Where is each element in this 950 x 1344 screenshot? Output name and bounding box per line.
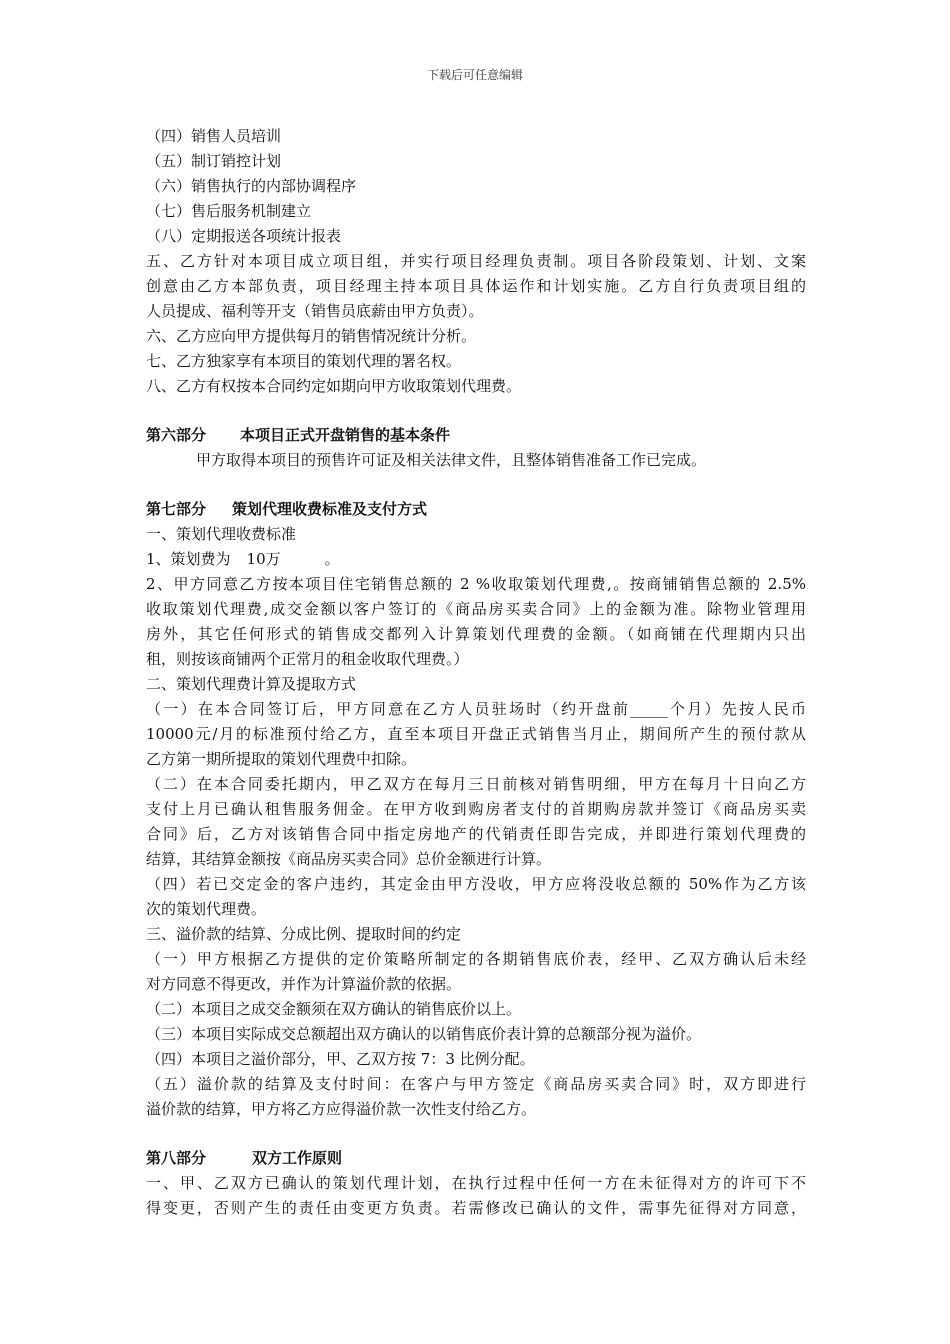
paragraph-line: 收取策划代理费,成交金额以客户签订的《商品房买卖合同》上的金额为准。除物业管理用 bbox=[146, 600, 806, 618]
paragraph-line: （五）溢价款的结算及支付时间：在客户与甲方签定《商品房买卖合同》时，双方即进行 bbox=[146, 1075, 806, 1093]
fee-label: 1、策划费为 bbox=[146, 550, 231, 568]
paragraph-line: 一、策划代理收费标准 bbox=[146, 525, 297, 543]
paragraph-line: 次的策划代理费。 bbox=[146, 900, 267, 918]
paragraph-line: 创意由乙方本部负责，项目经理主持本项目具体运作和计划实施。乙方自行负责项目组的 bbox=[146, 277, 806, 295]
section-title: 策划代理收费标准及支付方式 bbox=[232, 500, 428, 518]
section-title: 双方工作原则 bbox=[252, 1149, 343, 1167]
paragraph-line: 甲方取得本项目的预售许可证及相关法律文件，且整体销售准备工作已完成。 bbox=[196, 451, 707, 469]
list-item: （七）售后服务机制建立 bbox=[146, 202, 312, 220]
paragraph-line: （四）若已交定金的客户违约，其定金由甲方没收，甲方应将没收总额的 50%作为乙方该 bbox=[146, 875, 806, 893]
paragraph-line: 房外，其它任何形式的销售成交都列入计算策划代理费的金额。（如商铺在代理期内只出 bbox=[146, 625, 806, 643]
paragraph-line: 租，则按该商铺两个正常月的租金收取代理费。） bbox=[146, 650, 469, 668]
paragraph-line: 八、乙方有权按本合同约定如期向甲方收取策划代理费。 bbox=[146, 377, 522, 395]
paragraph-line: 六、乙方应向甲方提供每月的销售情况统计分析。 bbox=[146, 327, 477, 345]
paragraph-line: 七、乙方独家享有本项目的策划代理的署名权。 bbox=[146, 352, 462, 370]
list-item: （八）定期报送各项统计报表 bbox=[146, 227, 342, 245]
section-title: 本项目正式开盘销售的基本条件 bbox=[240, 426, 451, 444]
paragraph-line: 2、甲方同意乙方按本项目住宅销售总额的 2 %收取策划代理费,。按商铺销售总额的 2.5% bbox=[146, 575, 806, 593]
paragraph-line: 对方同意不得更改，并作为计算溢价款的依据。 bbox=[146, 975, 462, 993]
paragraph-line: 三、溢价款的结算、分成比例、提取时间的约定 bbox=[146, 925, 462, 943]
paragraph-line: 人员提成、福利等开支（销售员底薪由甲方负责）。 bbox=[146, 302, 484, 320]
spacer bbox=[146, 399, 806, 423]
fee-line bbox=[146, 547, 806, 572]
paragraph-line: （一）在本合同签订后，甲方同意在乙方人员驻场时（约开盘前_____个月）先按人民币 bbox=[146, 700, 806, 718]
list-item: （六）销售执行的内部协调程序 bbox=[146, 177, 357, 195]
paragraph-line: 10000元/月的标准预付给乙方，直至本项目开盘正式销售当月止，期间所产生的预付款从 bbox=[146, 725, 806, 743]
paragraph-line: 二、策划代理费计算及提取方式 bbox=[146, 675, 357, 693]
paragraph-line: 五、乙方针对本项目成立项目组，并实行项目经理负责制。项目各阶段策划、计划、文案 bbox=[146, 252, 806, 270]
spacer bbox=[146, 473, 806, 497]
section-heading-8 bbox=[146, 1146, 806, 1171]
paragraph-line: （一）甲方根据乙方提供的定价策略所制定的各期销售底价表，经甲、乙双方确认后未经 bbox=[146, 950, 806, 968]
spacer bbox=[146, 1122, 806, 1146]
paragraph-line: 支付上月已确认租售服务佣金。在甲方收到购房者支付的首期购房款并签订《商品房买卖 bbox=[146, 800, 806, 818]
paragraph-line: 结算，其结算金额按《商品房买卖合同》总价金额进行计算。 bbox=[146, 850, 552, 868]
section-number: 第七部分 bbox=[146, 500, 207, 518]
section-number: 第八部分 bbox=[146, 1149, 207, 1167]
paragraph-line: 溢价款的结算，甲方将乙方应得溢价款一次性支付给乙方。 bbox=[146, 1100, 537, 1118]
paragraph-line: （四）本项目之溢价部分，甲、乙双方按 7：3 比例分配。 bbox=[146, 1050, 535, 1068]
paragraph-line: 乙方第一期所提取的策划代理费中扣除。 bbox=[146, 750, 417, 768]
section-heading-6 bbox=[146, 423, 806, 448]
document-body bbox=[146, 124, 806, 1221]
section-number: 第六部分 bbox=[146, 426, 207, 444]
paragraph-line: （二）在本合同委托期内，甲乙双方在每月三日前核对销售明细，甲方在每月十日向乙方 bbox=[146, 775, 806, 793]
fee-end: 。 bbox=[324, 550, 340, 568]
section-heading-7 bbox=[146, 497, 806, 522]
fee-amount: 10万 bbox=[246, 550, 281, 568]
paragraph-line: （二）本项目之成交金额须在双方确认的销售底价以上。 bbox=[146, 1000, 522, 1018]
paragraph-line: 得变更，否则产生的责任由变更方负责。若需修改已确认的文件，需事先征得对方同意， bbox=[146, 1199, 806, 1217]
paragraph-line: 合同》后，乙方对该销售合同中指定房地产的代销责任即告完成，并即进行策划代理费的 bbox=[146, 825, 806, 843]
list-item: （五）制订销控计划 bbox=[146, 152, 282, 170]
paragraph-line: 一、甲、乙双方已确认的策划代理计划，在执行过程中任何一方在未征得对方的许可下不 bbox=[146, 1174, 806, 1192]
paragraph-line: （三）本项目实际成交总额超出双方确认的以销售底价表计算的总额部分视为溢价。 bbox=[146, 1025, 702, 1043]
list-item: （四）销售人员培训 bbox=[146, 127, 282, 145]
page-header: 下载后可任意编辑 bbox=[426, 68, 523, 82]
